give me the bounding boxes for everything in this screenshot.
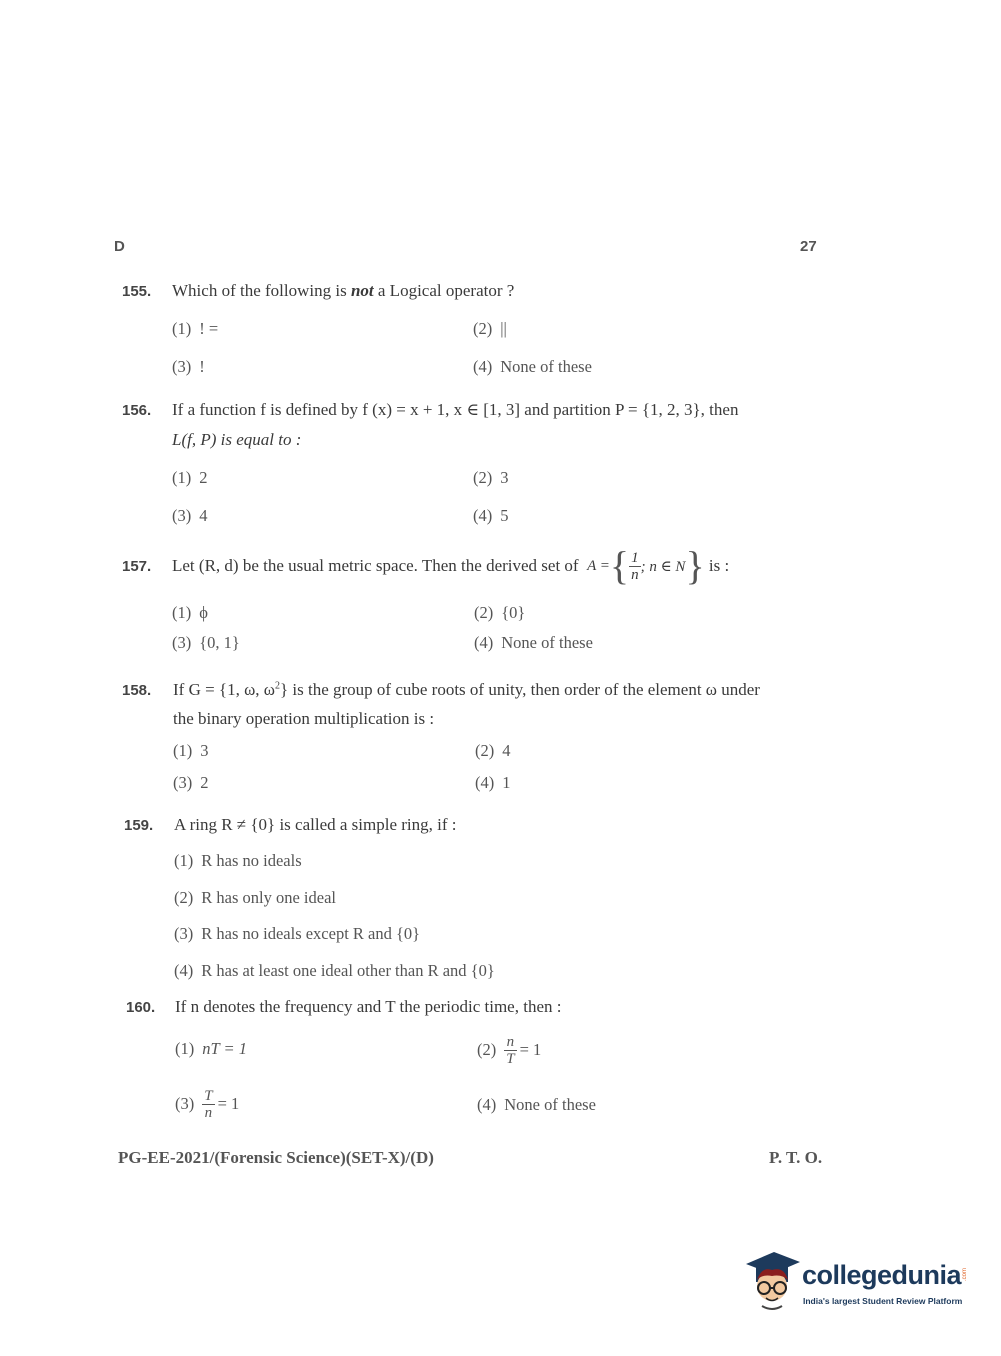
option: (1) R has no ideals [174, 851, 302, 870]
question-text-continued: L(f, P) is equal to : [172, 430, 302, 449]
option: (1) ! = [172, 319, 219, 338]
page-number: 27 [800, 238, 817, 255]
question-number: 156. [122, 402, 152, 419]
question-text: Which of the following is not a Logical operator ? [172, 281, 515, 300]
mascot-icon [742, 1248, 802, 1312]
option: (2) 4 [475, 741, 511, 760]
question-text: A ring R ≠ {0} is called a simple ring, if : [174, 815, 457, 834]
option: (4) None of these [477, 1095, 596, 1114]
option: (2) {0} [474, 603, 526, 622]
option: (2) 3 [473, 468, 509, 487]
option: (1) nT = 1 [175, 1039, 248, 1058]
logo-domain: .com [962, 1268, 968, 1282]
option: (4) 5 [473, 506, 509, 525]
question-text: If n denotes the frequency and T the periodic time, then : [175, 997, 562, 1016]
option: (2) $\frac{n}{T}$ = 1 [477, 1033, 542, 1067]
option: (4) 1 [475, 773, 511, 792]
option: (2) R has only one ideal [174, 888, 336, 907]
option: (1) 2 [172, 468, 208, 487]
question-number: 157. [122, 558, 152, 575]
fraction: $\frac{n}{T}$ [506, 1033, 515, 1067]
right-brace-icon: } [685, 543, 705, 588]
set-letter: D [114, 238, 125, 255]
set-expression: A = [587, 557, 610, 574]
question-text: Let (R, d) be the usual metric space. Then the derived set of A = { $\frac{1}{n}$ ; n ∈ N } is : [172, 543, 730, 588]
option: (2) || [473, 319, 507, 338]
logo-tagline: India's largest Student Review Platform [803, 1296, 963, 1306]
option: (1) ϕ [172, 603, 208, 622]
question-text-continued: the binary operation multiplication is : [173, 709, 435, 728]
option: (4) None of these [474, 633, 593, 652]
logo-wordmark: collegedunia [802, 1260, 962, 1290]
option: (3) R has no ideals except R and {0} [174, 924, 421, 943]
left-brace-icon: { [609, 543, 630, 588]
option: (4) R has at least one ideal other than R and {0} [174, 961, 495, 980]
pto-label: P. T. O. [769, 1148, 823, 1167]
option: (3) $\frac{T}{n}$ = 1 [175, 1087, 240, 1121]
option: (1) 3 [173, 741, 209, 760]
option: (3) 4 [172, 506, 208, 525]
question-number: 155. [122, 283, 152, 300]
question-number: 159. [124, 817, 154, 834]
fraction: $\frac{T}{n}$ [204, 1087, 213, 1121]
question-text: If G = {1, ω, $\omega^2$} is the group of cube roots of unity, then order of the element ω under [173, 680, 760, 699]
fraction: $\frac{1}{n}$ [631, 549, 639, 583]
paper-code: PG-EE-2021/(Forensic Science)(SET-X)/(D) [118, 1148, 434, 1167]
question-text: If a function f is defined by f (x) = x + 1, x ∈ [1, 3] and partition P = {1, 2, 3}, then [172, 400, 739, 419]
question-number: 160. [126, 999, 156, 1016]
collegedunia-logo [742, 1248, 974, 1312]
option: (4) None of these [473, 357, 592, 376]
option: (3) 2 [173, 773, 209, 792]
question-number: 158. [122, 682, 152, 699]
option: (3) {0, 1} [172, 633, 240, 652]
option: (3) ! [172, 357, 205, 376]
